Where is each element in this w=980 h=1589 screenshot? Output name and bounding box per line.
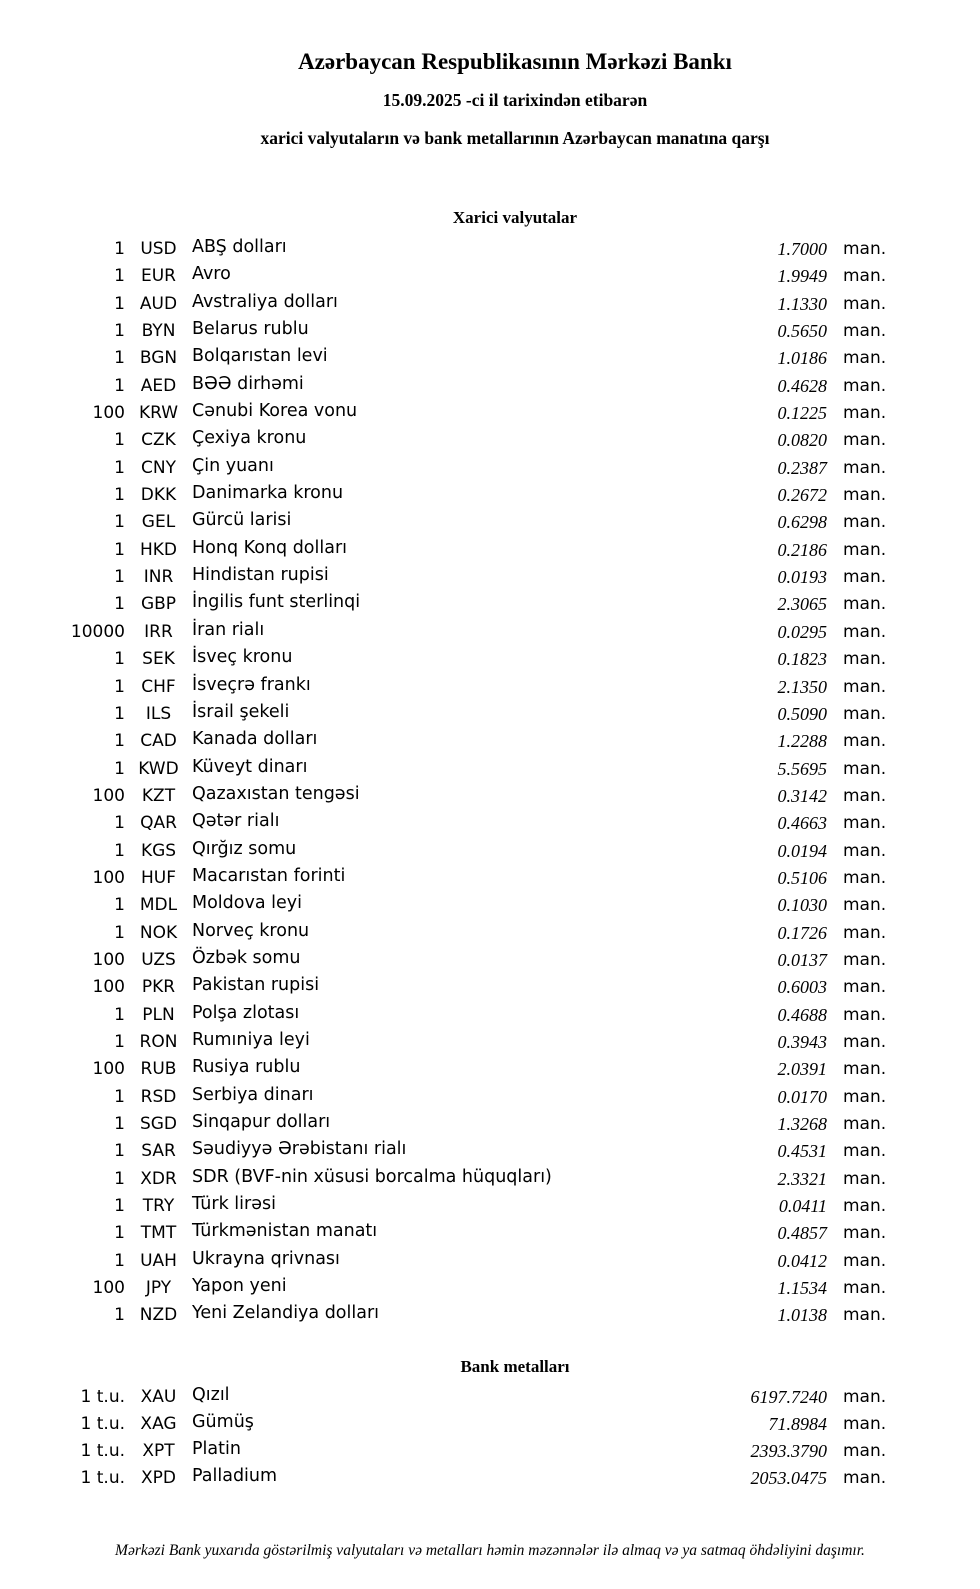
currency-name-cell: Çin yuanı [192, 455, 274, 476]
rate-row [0, 1138, 890, 1165]
rate-value-cell: 2.3065 [777, 594, 827, 615]
rate-row [0, 455, 890, 482]
quantity-cell: 100 [92, 1278, 125, 1299]
rate-row [0, 920, 890, 947]
currency-name-cell: Yeni Zelandiya dolları [192, 1303, 380, 1324]
rate-row [0, 427, 890, 454]
disclaimer-text: Mərkəzi Bank yuxarıda göstərilmiş valyutaları və metalları həmin məzənnələr ilə almaq və ya satmaq öhdəliyini daşımır. [115, 1541, 865, 1559]
quantity-cell: 100 [92, 867, 125, 888]
rate-value-cell: 0.0194 [777, 840, 827, 861]
rate-value-cell: 0.0193 [777, 567, 827, 588]
currency-code-cell: NOK [139, 922, 178, 943]
currency-code-cell: PKR [141, 977, 176, 998]
unit-label-cell: man. [843, 758, 887, 779]
currency-name-cell: Cənubi Korea vonu [192, 401, 358, 422]
rate-row [0, 619, 890, 646]
currency-code-cell: CHF [141, 676, 176, 697]
rate-row [0, 509, 890, 536]
currency-name-cell: Hindistan rupisi [192, 565, 329, 586]
unit-label-cell: man. [843, 321, 887, 342]
rate-value-cell: 0.1726 [777, 922, 827, 943]
rate-row [0, 1002, 890, 1029]
currency-code-cell: QAR [140, 813, 177, 834]
quantity-cell: 1 [114, 594, 125, 615]
rate-row [0, 1166, 890, 1193]
rate-row [0, 1302, 890, 1329]
quantity-cell: 1 t.u. [80, 1413, 125, 1434]
unit-label-cell: man. [843, 785, 887, 806]
bank-title: Azərbaycan Respublikasının Mərkəzi Bankı [298, 49, 732, 74]
rate-value-cell: 71.8984 [768, 1413, 827, 1434]
currency-name-cell: Türk lirəsi [192, 1194, 276, 1215]
currency-code-cell: SAR [141, 1141, 176, 1162]
currency-code-cell: EUR [141, 266, 176, 287]
currency-name-cell: Bolqarıstan levi [192, 346, 328, 367]
rate-row [0, 701, 890, 728]
unit-label-cell: man. [843, 621, 887, 642]
rate-value-cell: 0.0137 [777, 949, 827, 970]
unit-label-cell: man. [843, 594, 887, 615]
quantity-cell: 1 [114, 1031, 125, 1052]
rate-value-cell: 0.4857 [777, 1223, 827, 1244]
unit-label-cell: man. [843, 977, 887, 998]
quantity-cell: 1 [114, 457, 125, 478]
bulletin-subtitle: xarici valyutaların və bank metallarının Azərbaycan manatına qarşı [260, 128, 770, 148]
unit-label-cell: man. [843, 703, 887, 724]
quantity-cell: 1 [114, 840, 125, 861]
rate-row [0, 236, 890, 263]
rate-value-cell: 0.4663 [777, 813, 827, 834]
quantity-cell: 1 [114, 731, 125, 752]
currency-code-cell: BGN [139, 348, 178, 369]
currency-code-cell: KWD [138, 758, 179, 779]
quantity-cell: 1 t.u. [80, 1468, 125, 1489]
quantity-cell: 1 t.u. [80, 1386, 125, 1407]
unit-label-cell: man. [843, 1413, 887, 1434]
quantity-cell: 1 [114, 485, 125, 506]
rate-value-cell: 2053.0475 [750, 1468, 827, 1489]
quantity-cell: 1 [114, 895, 125, 916]
rate-row [0, 1384, 890, 1411]
currency-name-cell: ABŞ dolları [192, 237, 287, 257]
currency-code-cell: XPD [141, 1468, 176, 1489]
quantity-cell: 1 [114, 1196, 125, 1217]
rate-row [0, 728, 890, 755]
currency-name-cell: Türkmənistan manatı [192, 1221, 378, 1242]
currency-code-cell: JPY [145, 1278, 172, 1299]
quantity-cell: 1 [114, 922, 125, 943]
unit-label-cell: man. [843, 1168, 887, 1189]
rate-row [0, 1465, 890, 1492]
quantity-cell: 1 [114, 1168, 125, 1189]
rate-row [0, 838, 890, 865]
currency-code-cell: KZT [141, 785, 176, 806]
currency-code-cell: CZK [141, 430, 176, 451]
quantity-cell: 1 [114, 1086, 125, 1107]
rate-row [0, 865, 890, 892]
rate-row [0, 646, 890, 673]
rate-row [0, 263, 890, 290]
currency-name-cell: Gümüş [192, 1411, 254, 1432]
unit-label-cell: man. [843, 1223, 887, 1244]
quantity-cell: 100 [92, 949, 125, 970]
currency-name-cell: Avro [192, 264, 231, 285]
currency-name-cell: Qızıl [192, 1384, 230, 1405]
currency-name-cell: Çexiya kronu [192, 428, 307, 449]
currency-code-cell: XDR [140, 1168, 177, 1189]
unit-label-cell: man. [843, 239, 887, 259]
rate-row [0, 373, 890, 400]
rate-value-cell: 0.3142 [777, 785, 827, 806]
rate-row [0, 783, 890, 810]
currency-code-cell: CAD [140, 731, 177, 752]
quantity-cell: 1 [114, 293, 125, 314]
currency-name-cell: İsveçrə frankı [192, 674, 311, 695]
currency-code-cell: PLN [142, 1004, 175, 1025]
rate-value-cell: 0.2186 [777, 539, 827, 560]
currency-name-cell: Avstraliya dolları [192, 291, 338, 312]
rate-value-cell: 0.2672 [777, 485, 827, 506]
currency-name-cell: Qırğız somu [192, 838, 297, 859]
currency-name-cell: Sinqapur dolları [192, 1112, 331, 1132]
quantity-cell: 100 [92, 403, 125, 424]
unit-label-cell: man. [843, 1386, 887, 1407]
currency-name-cell: İran rialı [192, 619, 265, 640]
unit-label-cell: man. [843, 1004, 887, 1025]
currency-name-cell: Qətər rialı [192, 811, 280, 832]
currency-code-cell: XPT [142, 1441, 175, 1462]
unit-label-cell: man. [843, 1250, 887, 1271]
currency-name-cell: Qazaxıstan tengəsi [192, 783, 360, 804]
rate-row [0, 1056, 890, 1083]
quantity-cell: 1 [114, 813, 125, 834]
rate-value-cell: 0.4688 [777, 1004, 827, 1025]
rate-value-cell: 1.0186 [777, 348, 827, 369]
currency-name-cell: Danimarka kronu [192, 483, 344, 504]
currency-name-cell: Rumıniya leyi [192, 1029, 310, 1050]
rate-value-cell: 1.1534 [777, 1278, 827, 1299]
currency-name-cell: Ukrayna qrivnası [192, 1248, 340, 1269]
rate-row [0, 591, 890, 618]
rate-value-cell: 1.9949 [777, 266, 827, 287]
currency-code-cell: KRW [138, 403, 179, 424]
currency-code-cell: USD [140, 239, 177, 259]
quantity-cell: 1 [114, 430, 125, 451]
currency-name-cell: Macarıstan forinti [192, 865, 346, 886]
unit-label-cell: man. [843, 867, 887, 888]
currency-code-cell: AED [140, 375, 177, 396]
unit-label-cell: man. [843, 266, 887, 287]
rate-row [0, 564, 890, 591]
rate-value-cell: 0.1030 [777, 895, 827, 916]
rate-row [0, 1111, 890, 1138]
unit-label-cell: man. [843, 731, 887, 752]
rate-row [0, 1193, 890, 1220]
unit-label-cell: man. [843, 403, 887, 424]
unit-label-cell: man. [843, 1059, 887, 1080]
currency-name-cell: Səudiyyə Ərəbistanı rialı [192, 1139, 407, 1160]
currency-name-cell: Özbək somu [192, 947, 301, 968]
currency-code-cell: XAU [140, 1386, 177, 1407]
rate-row [0, 892, 890, 919]
unit-label-cell: man. [843, 1114, 887, 1134]
quantity-cell: 1 [114, 321, 125, 342]
rate-value-cell: 1.7000 [777, 239, 827, 259]
unit-label-cell: man. [843, 813, 887, 834]
rate-value-cell: 0.6298 [777, 512, 827, 533]
rate-value-cell: 1.0138 [777, 1305, 827, 1326]
quantity-cell: 1 [114, 567, 125, 588]
currency-code-cell: RON [139, 1031, 178, 1052]
rate-value-cell: 0.0412 [777, 1250, 827, 1271]
rate-value-cell: 0.6003 [777, 977, 827, 998]
currency-code-cell: HUF [140, 867, 176, 888]
rate-row [0, 1084, 890, 1111]
currency-name-cell: Polşa zlotası [192, 1002, 300, 1023]
currency-code-cell: GBP [140, 594, 177, 615]
rate-value-cell: 0.0295 [777, 621, 827, 642]
unit-label-cell: man. [843, 293, 887, 314]
metals-table [0, 1384, 890, 1493]
currency-code-cell: AUD [139, 293, 178, 314]
currency-name-cell: Serbiya dinarı [192, 1084, 314, 1105]
currency-name-cell: Palladium [192, 1466, 278, 1487]
quantity-cell: 1 [114, 1004, 125, 1025]
unit-label-cell: man. [843, 1441, 887, 1462]
rate-row [0, 756, 890, 783]
rate-row [0, 674, 890, 701]
rate-row [0, 1220, 890, 1247]
quantity-cell: 100 [92, 977, 125, 998]
quantity-cell: 1 [114, 539, 125, 560]
unit-label-cell: man. [843, 375, 887, 396]
currency-name-cell: Rusiya rublu [192, 1057, 301, 1078]
rate-value-cell: 0.4531 [777, 1141, 827, 1162]
unit-label-cell: man. [843, 1086, 887, 1107]
currency-code-cell: UZS [141, 949, 176, 970]
currency-code-cell: BYN [141, 321, 176, 342]
rate-value-cell: 2393.3790 [750, 1441, 827, 1462]
currencies-table [0, 236, 890, 1330]
quantity-cell: 1 [114, 1250, 125, 1271]
rate-value-cell: 6197.7240 [750, 1386, 827, 1407]
rate-value-cell: 2.3321 [777, 1168, 827, 1189]
rate-value-cell: 0.4628 [777, 375, 827, 396]
quantity-cell: 1 [114, 348, 125, 369]
currency-name-cell: Belarus rublu [192, 319, 309, 340]
unit-label-cell: man. [843, 649, 887, 670]
rate-value-cell: 2.1350 [777, 676, 827, 697]
rate-row [0, 1275, 890, 1302]
rate-row [0, 318, 890, 345]
quantity-cell: 1 [114, 375, 125, 396]
rate-value-cell: 0.5090 [777, 703, 827, 724]
quantity-cell: 1 [114, 649, 125, 670]
currency-name-cell: Platin [192, 1439, 241, 1460]
rate-row [0, 1248, 890, 1275]
quantity-cell: 1 [114, 1141, 125, 1162]
rate-value-cell: 0.0411 [778, 1196, 827, 1217]
rate-value-cell: 0.2387 [777, 457, 827, 478]
unit-label-cell: man. [843, 539, 887, 560]
currency-name-cell: SDR (BVF-nin xüsusi borcalma hüquqları) [192, 1166, 552, 1187]
rate-value-cell: 0.0170 [777, 1086, 827, 1107]
rate-value-cell: 1.3268 [777, 1114, 827, 1134]
rate-value-cell: 2.0391 [777, 1059, 827, 1080]
quantity-cell: 100 [92, 785, 125, 806]
quantity-cell: 1 t.u. [80, 1441, 125, 1462]
rate-row [0, 974, 890, 1001]
currency-name-cell: Küveyt dinarı [192, 756, 308, 777]
currency-code-cell: GEL [141, 512, 176, 533]
unit-label-cell: man. [843, 1305, 887, 1326]
unit-label-cell: man. [843, 1196, 887, 1217]
unit-label-cell: man. [843, 1031, 887, 1052]
currency-code-cell: IRR [144, 621, 173, 642]
currency-name-cell: İsveç kronu [192, 647, 293, 668]
quantity-cell: 1 [114, 758, 125, 779]
unit-label-cell: man. [843, 895, 887, 916]
rate-row [0, 810, 890, 837]
quantity-cell: 1 [114, 512, 125, 533]
quantity-cell: 1 [114, 1114, 125, 1134]
currency-name-cell: Moldova leyi [192, 893, 302, 914]
quantity-cell: 10000 [70, 621, 125, 642]
unit-label-cell: man. [843, 567, 887, 588]
rate-row [0, 947, 890, 974]
unit-label-cell: man. [843, 922, 887, 943]
currency-name-cell: Yapon yeni [192, 1276, 287, 1297]
currency-code-cell: SGD [139, 1114, 178, 1134]
rate-row [0, 400, 890, 427]
currency-name-cell: Norveç kronu [192, 920, 310, 941]
currency-code-cell: XAG [140, 1413, 177, 1434]
unit-label-cell: man. [843, 485, 887, 506]
rate-value-cell: 0.1225 [777, 403, 827, 424]
currency-name-cell: Honq Konq dolları [192, 537, 348, 558]
rate-row [0, 1029, 890, 1056]
currency-code-cell: NZD [139, 1305, 178, 1326]
currency-code-cell: HKD [139, 539, 178, 560]
rate-value-cell: 0.3943 [777, 1031, 827, 1052]
quantity-cell: 100 [92, 1059, 125, 1080]
currency-code-cell: TRY [142, 1196, 175, 1217]
currency-code-cell: MDL [139, 895, 178, 916]
rate-value-cell: 0.5106 [777, 867, 827, 888]
rate-value-cell: 1.2288 [777, 731, 827, 752]
currency-code-cell: RUB [140, 1059, 177, 1080]
currencies-section-title: Xarici valyutalar [452, 208, 578, 227]
unit-label-cell: man. [843, 348, 887, 369]
rate-row [0, 537, 890, 564]
effective-date: 15.09.2025 -ci il tarixindən etibarən [382, 90, 648, 110]
currency-name-cell: Pakistan rupisi [192, 975, 320, 996]
rate-row [0, 291, 890, 318]
unit-label-cell: man. [843, 949, 887, 970]
currency-name-cell: İngilis funt sterlinqi [192, 592, 361, 613]
currency-code-cell: RSD [140, 1086, 177, 1107]
quantity-cell: 1 [114, 703, 125, 724]
quantity-cell: 1 [114, 676, 125, 697]
quantity-cell: 1 [114, 1223, 125, 1244]
unit-label-cell: man. [843, 430, 887, 451]
currency-name-cell: BƏƏ dirhəmi [192, 373, 304, 394]
unit-label-cell: man. [843, 1468, 887, 1489]
unit-label-cell: man. [843, 840, 887, 861]
currency-name-cell: Gürcü larisi [192, 510, 292, 531]
quantity-cell: 1 [114, 1305, 125, 1326]
currency-code-cell: TMT [140, 1223, 177, 1244]
currency-code-cell: CNY [141, 457, 176, 478]
currency-code-cell: KGS [140, 840, 177, 861]
rate-row [0, 1438, 890, 1465]
currency-code-cell: DKK [140, 485, 177, 506]
rate-row [0, 482, 890, 509]
currency-name-cell: İsrail şekeli [192, 701, 290, 722]
currency-code-cell: UAH [140, 1250, 177, 1271]
currency-code-cell: SEK [142, 649, 175, 670]
rate-value-cell: 5.5695 [777, 758, 827, 779]
currency-code-cell: INR [143, 567, 174, 588]
rate-value-cell: 0.0820 [777, 430, 827, 451]
metals-section-title: Bank metalları [460, 1356, 570, 1376]
unit-label-cell: man. [843, 512, 887, 533]
unit-label-cell: man. [843, 1141, 887, 1162]
currency-code-cell: ILS [145, 703, 172, 724]
unit-label-cell: man. [843, 676, 887, 697]
quantity-cell: 1 [114, 239, 125, 259]
currency-name-cell: Kanada dolları [192, 729, 318, 750]
rate-row [0, 345, 890, 372]
rate-value-cell: 1.1330 [777, 293, 827, 314]
unit-label-cell: man. [843, 457, 887, 478]
rate-value-cell: 0.5650 [777, 321, 827, 342]
unit-label-cell: man. [843, 1278, 887, 1299]
rate-row [0, 1411, 890, 1438]
quantity-cell: 1 [114, 266, 125, 287]
rate-value-cell: 0.1823 [777, 649, 827, 670]
